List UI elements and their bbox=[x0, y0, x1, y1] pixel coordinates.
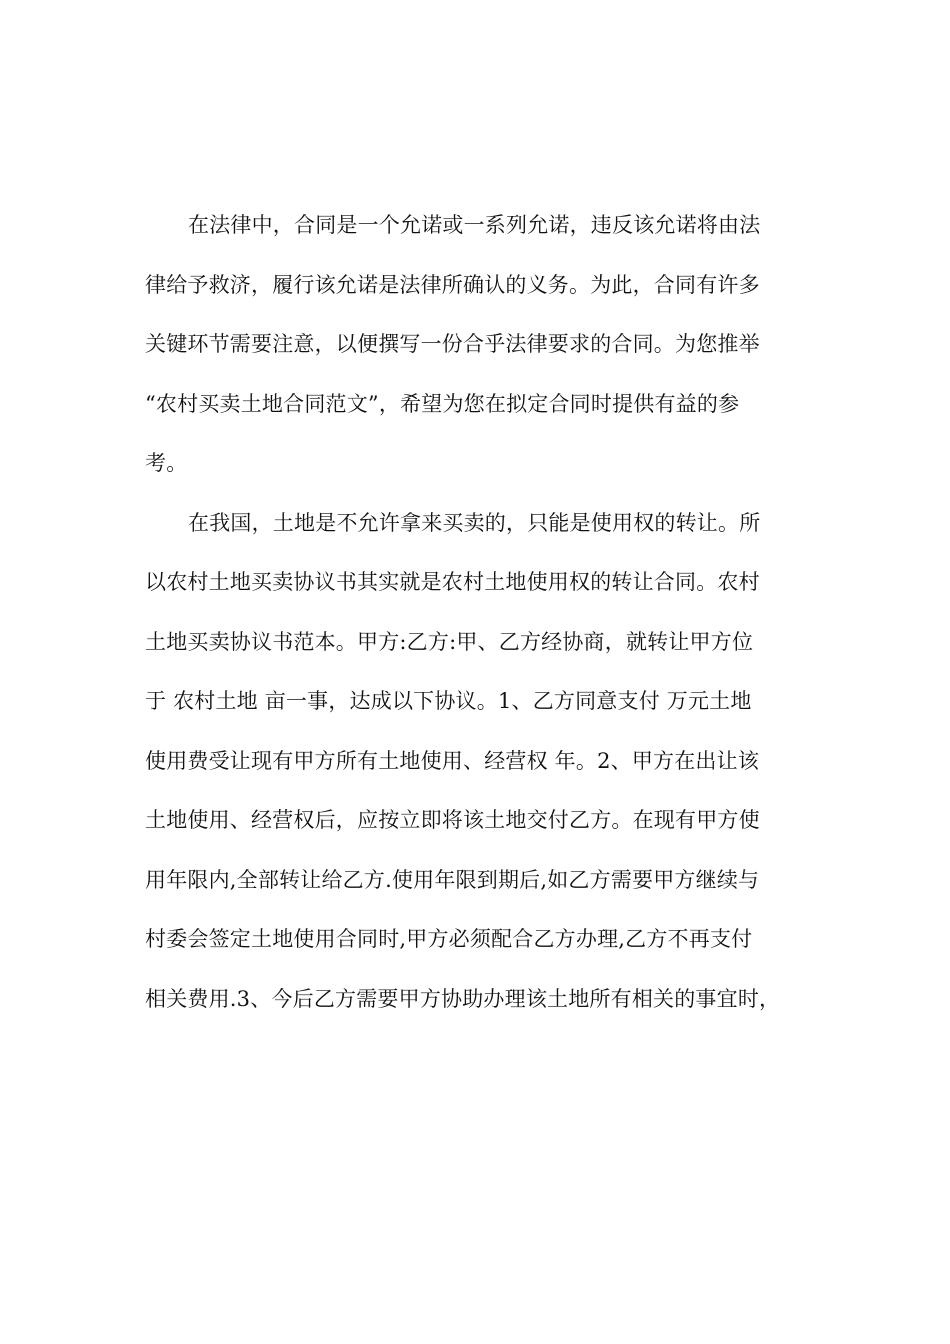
text-line: 关键环节需要注意，以便撰写一份合乎法律要求的合同。为您推举 bbox=[145, 332, 760, 356]
paragraph-agreement bbox=[145, 503, 805, 1039]
text-line: 用年限内,全部转让给乙方.使用年限到期后,如乙方需要甲方继续与 bbox=[145, 867, 760, 892]
text-line: 律给予救济，履行该允诺是法律所确认的义务。为此，合同有许多 bbox=[145, 272, 760, 297]
text-line: 村委会签定土地使用合同时,甲方必须配合乙方办理,乙方不再支付 bbox=[145, 927, 753, 951]
text-line: 于 农村土地 亩一事，达成以下协议。1、乙方同意支付 万元土地 bbox=[145, 689, 752, 713]
paragraph-intro bbox=[145, 205, 805, 503]
text-line: 在我国，土地是不允许拿来买卖的，只能是使用权的转让。所 bbox=[188, 510, 761, 535]
document-body bbox=[145, 205, 805, 1038]
text-line: 在法律中，合同是一个允诺或一系列允诺，违反该允诺将由法 bbox=[188, 213, 761, 237]
text-line: 以农村土地买卖协议书其实就是农村土地使用权的转让合同。农村 bbox=[145, 570, 760, 594]
text-line: 使用费受让现有甲方所有土地使用、经营权 年。2、甲方在出让该 bbox=[145, 748, 760, 773]
text-line: 考。 bbox=[145, 451, 188, 475]
text-line: 相关费用.3、今后乙方需要甲方协助办理该土地所有相关的事宜时， bbox=[145, 986, 781, 1011]
text-line: 土地买卖协议书范本。甲方:乙方:甲、乙方经协商，就转让甲方位 bbox=[145, 629, 754, 654]
text-line: “农村买卖土地合同范文”，希望为您在拟定合同时提供有益的参 bbox=[145, 391, 740, 416]
text-line: 土地使用、经营权后，应按立即将该土地交付乙方。在现有甲方使 bbox=[145, 808, 760, 832]
